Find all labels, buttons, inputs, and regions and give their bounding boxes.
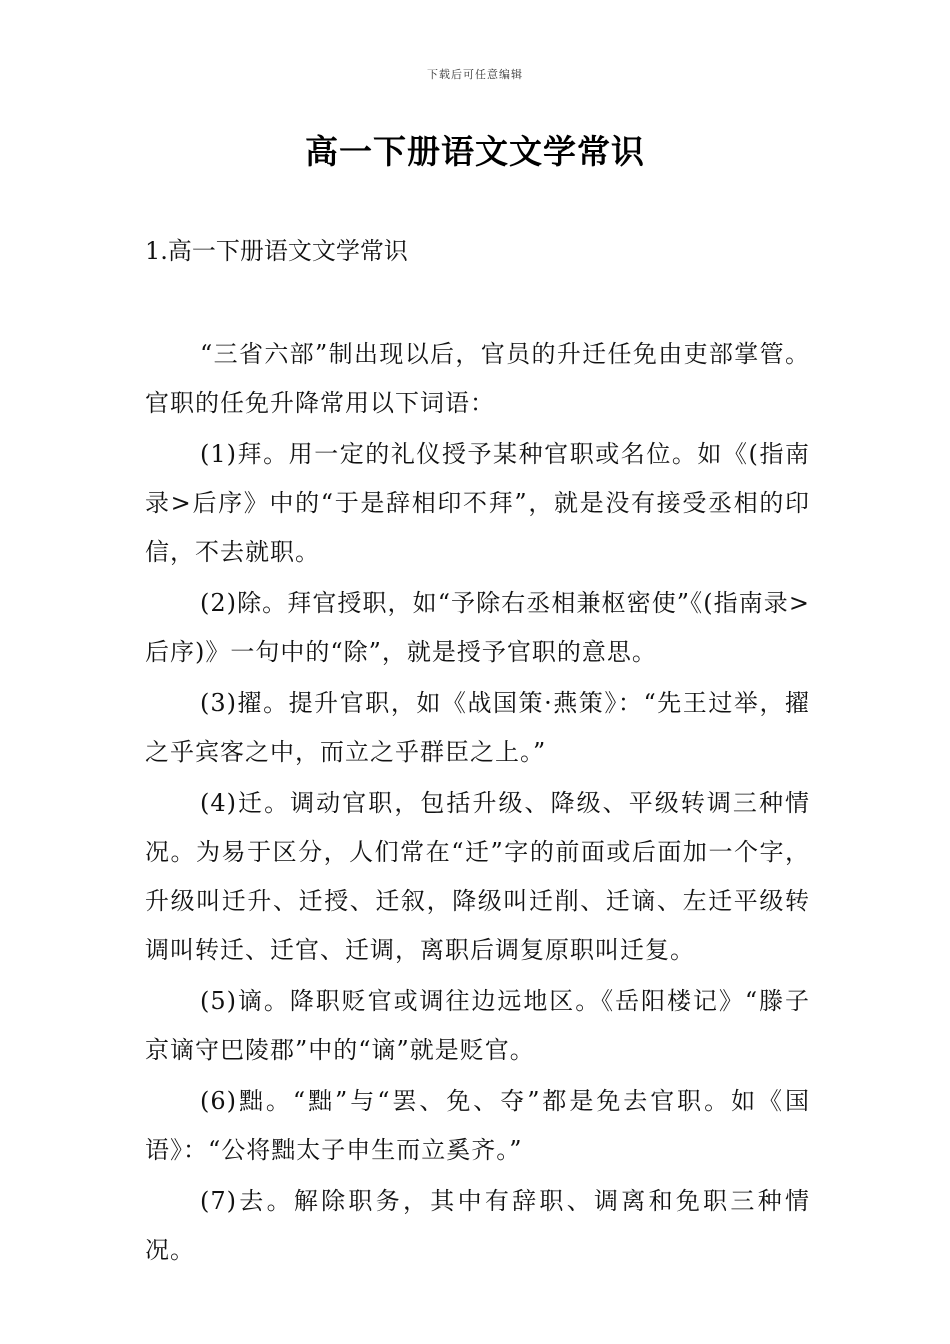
paragraph-item-1: (1)拜。用一定的礼仪授予某种官职或名位。如《(指南录>后序》中的“于是辞相印不拜”，就是没有接受丞相的印信，不去就职。 <box>145 440 810 566</box>
paragraph-item-6: (6)黜。“黜”与“罢、免、夺”都是免去官职。如《国语》：“公将黜太子申生而立奚齐。” <box>145 1087 810 1164</box>
paragraph-item-4: (4)迁。调动官职，包括升级、降级、平级转调三种情况。为易于区分，人们常在“迁”字的前面或后面加一个字，升级叫迁升、迁授、迁叙，降级叫迁削、迁谪、左迁平级转调叫转迁、迁官、迁调，离职后调复原职叫迁复。 <box>145 789 810 964</box>
document-body <box>145 330 810 1275</box>
section-heading: 1.高一下册语文文学常识 <box>145 237 408 265</box>
paragraph-item-2: (2)除。拜官授职，如“予除右丞相兼枢密使”《(指南录>后序)》一句中的“除”，就是授予官职的意思。 <box>145 589 810 666</box>
paragraph-item-7: (7)去。解除职务，其中有辞职、调离和免职三种情况。 <box>145 1187 810 1264</box>
document-title: 高一下册语文文学常识 <box>305 132 645 171</box>
header-note: 下载后可任意编辑 <box>427 68 523 81</box>
paragraph-intro: “三省六部”制出现以后，官员的升迁任免由吏部掌管。官职的任免升降常用以下词语： <box>145 340 810 417</box>
paragraph-item-3: (3)擢。提升官职，如《战国策·燕策》：“先王过举，擢之乎宾客之中，而立之乎群臣之上。” <box>145 689 810 766</box>
paragraph-item-5: (5)谪。降职贬官或调往边远地区。《岳阳楼记》“滕子京谪守巴陵郡”中的“谪”就是贬官。 <box>145 987 810 1064</box>
